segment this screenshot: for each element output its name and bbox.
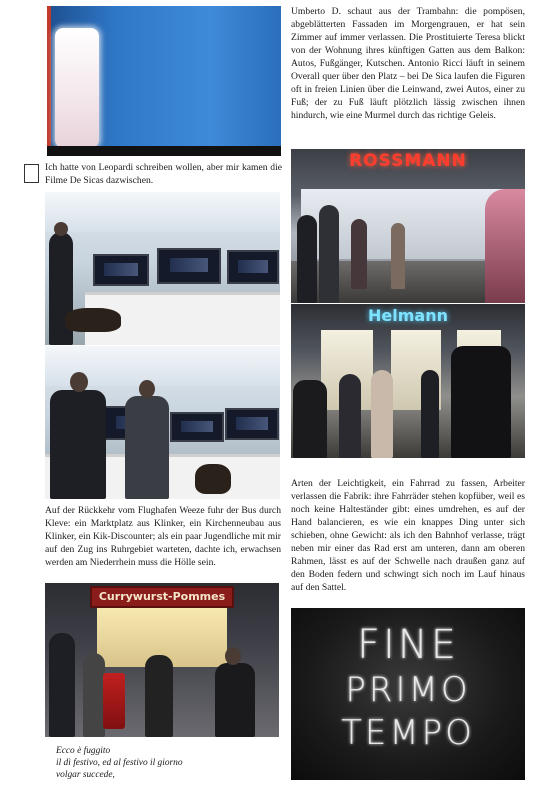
person-silhouette: [215, 663, 255, 737]
person-silhouette: [125, 396, 169, 499]
red-standing-table: [103, 673, 125, 729]
blue-film-photo: [47, 6, 281, 156]
helmann-sign: Helmann: [368, 306, 448, 325]
person-silhouette: [50, 390, 106, 499]
person-silhouette: [371, 370, 393, 458]
blurred-figure: [485, 189, 525, 303]
bicycle-paragraph: Arten der Leichtigkeit, ein Fahrrad zu fassen, Arbeiter verlassen die Fabrik: ihre Fahrräder stehen kopfüber, weil es noch keine Halteständer gibt: eines umdrehen, es auf der Hand balancieren, es wie ein knappes Ding unter sich schieben, ohne Gewicht: als ich den Bahnhof verlasse, trägt neben mir einer das Rad erst am unteren, dann am oberen Rahmen, lässt es auf der Schwelle nach draußen ganz auf den Boden federn und schwingt sich noch im Lauf hinaus auf den Sattel.: [291, 478, 525, 593]
checkbox-icon[interactable]: [24, 164, 39, 183]
person-head: [70, 372, 88, 392]
person-silhouette: [451, 346, 511, 458]
rossmann-store-photo: [291, 149, 525, 303]
person-silhouette: [421, 370, 439, 458]
person-head: [54, 222, 68, 236]
person-silhouette: [49, 633, 75, 737]
dog-silhouette: [195, 464, 231, 494]
title-word: TEMPO: [341, 713, 475, 753]
currywurst-stand-photo: [45, 583, 279, 737]
electronics-store-photo-1: [45, 192, 280, 345]
poem-line: volgar succede,: [56, 770, 115, 780]
currywurst-sign: Currywurst-Pommes: [90, 586, 234, 608]
umberto-paragraph: Umberto D. schaut aus der Trambahn: die pompösen, abgeblätterten Fassaden im Morgengrauen, er hat sein Zimmer auf immer verlassen. Die Prostituierte Teresa blickt von der Wohnung ihres künftigen Gatten aus dem Balkon: Autos, Fußgänger, Kutschen. Antonio Ricci läuft in seinem Overall quer über den Platz – bei De Sica laufen die Figuren oft in freien Linien über die Leinwand, zwei Autos, einer zu Fuß; der zu Fuß läuft plötzlich lässig zwischen ihnen hindurch, wie eine Murmel durch das richtige Geleis.: [291, 6, 525, 121]
person-silhouette: [83, 653, 105, 737]
person-head: [139, 380, 155, 398]
leopardi-poem: [56, 745, 226, 781]
dog-silhouette: [65, 308, 121, 332]
film-title-card: [291, 608, 525, 780]
poem-line: Ecco è fuggito: [56, 746, 111, 756]
title-word: PRIMO: [345, 670, 471, 710]
electronics-store-photo-2: [45, 346, 280, 499]
intro-paragraph: Ich hatte von Leopardi schreiben wollen, aber mir kamen die Filme De Sicas dazwischen.: [45, 162, 282, 186]
film-edge-line: [47, 6, 51, 156]
person-silhouette: [339, 374, 361, 458]
store-ceiling: [45, 192, 280, 232]
person-silhouette: [297, 215, 317, 303]
person-silhouette: [145, 655, 173, 737]
kleve-paragraph: Auf der Rückkehr vom Flughafen Weeze fuhr der Bus durch Kleve: ein Marktplatz aus Klinker, ein Kirchenneubau aus Klinker, ein Kik-Discounter; als ein paar Jugendliche mit mir auf den Zug ins Ruhrgebiet warteten, dachte ich, erwachsen werden am Niederrhein muss die Hölle sein.: [45, 505, 281, 568]
tv-screen: [93, 254, 149, 286]
film-strip-dark-edge: [47, 146, 281, 156]
tv-screen: [170, 412, 224, 442]
tv-screen: [157, 248, 221, 284]
poem-line: il dì festivo, ed al festivo il giorno: [56, 758, 183, 768]
light-leak: [55, 28, 99, 148]
person-silhouette: [391, 223, 405, 289]
helmann-store-photo: [291, 304, 525, 458]
title-word: FINE: [357, 622, 459, 668]
tv-screen: [225, 408, 279, 440]
person-silhouette: [319, 205, 339, 303]
rossmann-sign: ROSSMANN: [349, 151, 467, 171]
person-silhouette: [351, 219, 367, 289]
tv-screen: [227, 250, 279, 284]
person-silhouette: [293, 380, 327, 458]
person-head: [225, 647, 241, 665]
